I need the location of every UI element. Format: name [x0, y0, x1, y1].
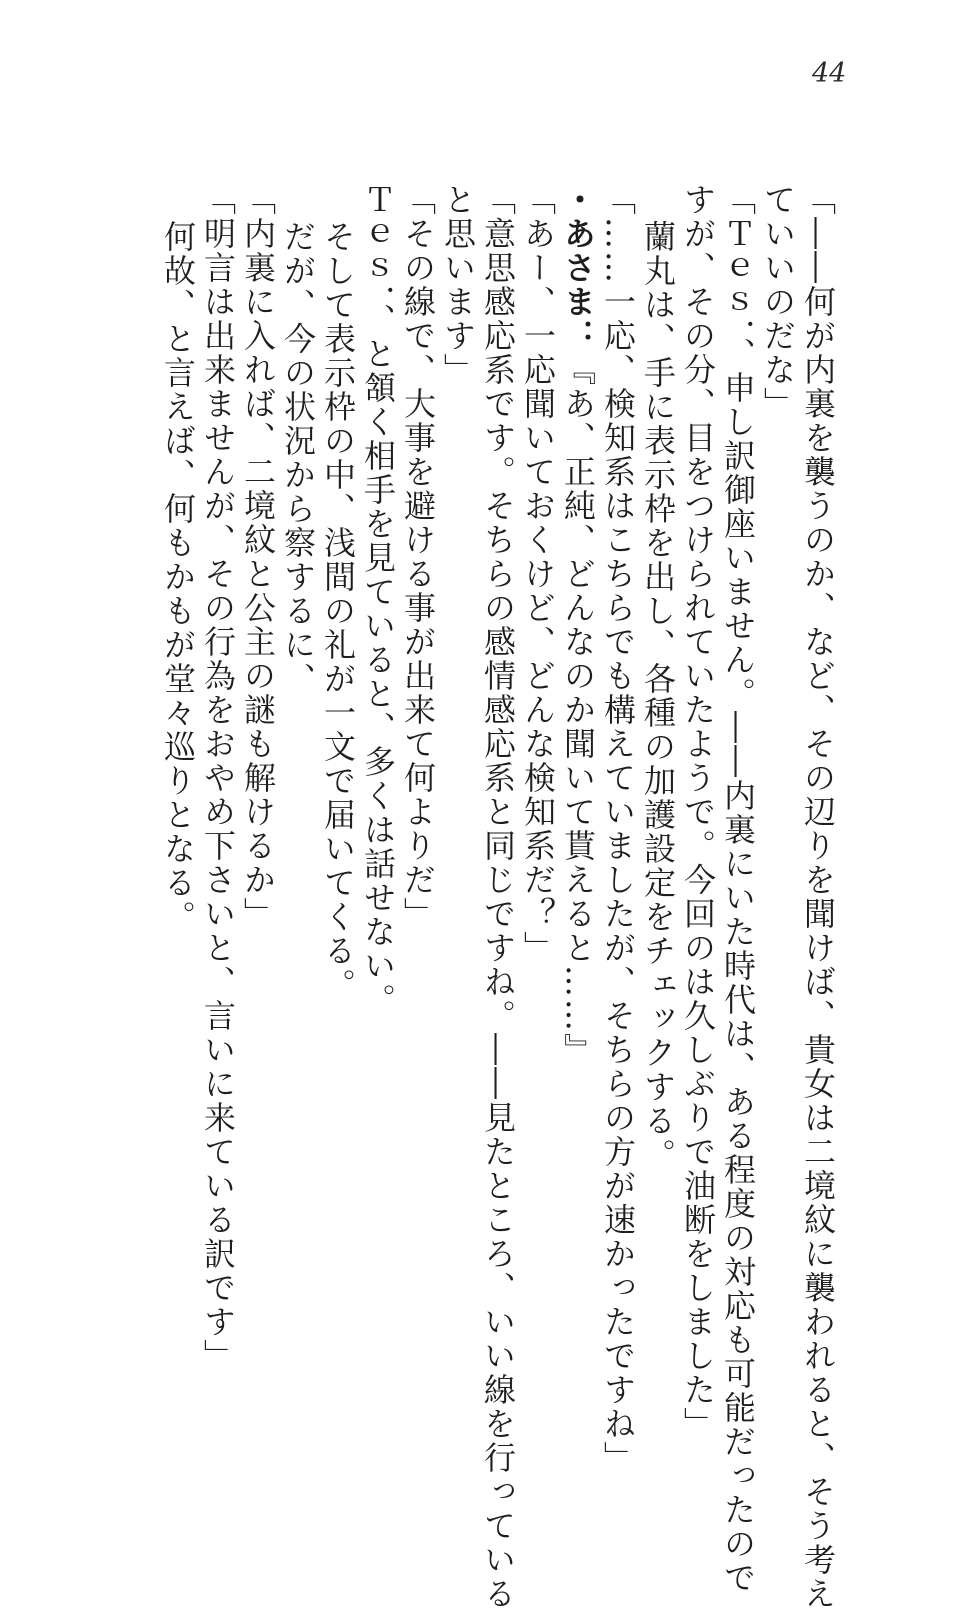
text-column-1: 「――何が内裏を襲うのか、など、その辺りを聞けば、貴女は二境紋に襲われると、そう考え [799, 183, 837, 1611]
text-column-4: すが、その分、目をつけられていたようで。今回のは久しぶりで油断をしました」 [679, 183, 717, 1441]
text-column-12: Ｔｅｓ．、と頷く相手を見ていると、多くは話せない。 [359, 183, 397, 1017]
page-number: 44 [812, 58, 847, 89]
text-column-3: 「Ｔｅｓ．、申し訳御座いません。――内裏にいた時代は、ある程度の対応も可能だったので [719, 183, 757, 1595]
text-column-7 [558, 183, 598, 1067]
text-column-5: 蘭丸は、手に表示枠を出し、各種の加護設定をチェックする。 [639, 220, 677, 1172]
text-column-17: 何故、と言えば、何もかもが堂々巡りとなる。 [159, 220, 197, 934]
text-column-9: 「意思感応系です。そちらの感情感応系と同じですね。――見たところ、いい線を行っている [479, 183, 517, 1611]
text-column-15: 「内裏に入れば、二境紋と公主の謎も解けるか」 [239, 183, 277, 931]
text-column-13: そして表示枠の中、浅間の礼が一文で届いてくる。 [319, 220, 357, 1002]
text-column-8: 「あー、一応聞いておくけど、どんな検知系だ？」 [519, 183, 557, 965]
text-column-11: 「その線で、大事を避ける事が出来て何よりだ」 [399, 183, 437, 931]
text-column-6: 「……一応、検知系はこちらでも構えていましたが、そちらの方が速かったですね」 [599, 183, 637, 1475]
text-column-10: と思います」 [439, 183, 477, 387]
speaker-label: ・あさま： [559, 183, 597, 353]
speaker-message: 『あ、正純、どんなのか聞いて貰えると……』 [559, 353, 597, 1067]
text-column-2: ていいのだな」 [759, 183, 797, 421]
text-column-14: だが、今の状況から察するに、 [279, 220, 317, 696]
text-column-16: 「明言は出来ませんが、その行為をおやめ下さいと、言いに来ている訳です」 [199, 183, 237, 1373]
